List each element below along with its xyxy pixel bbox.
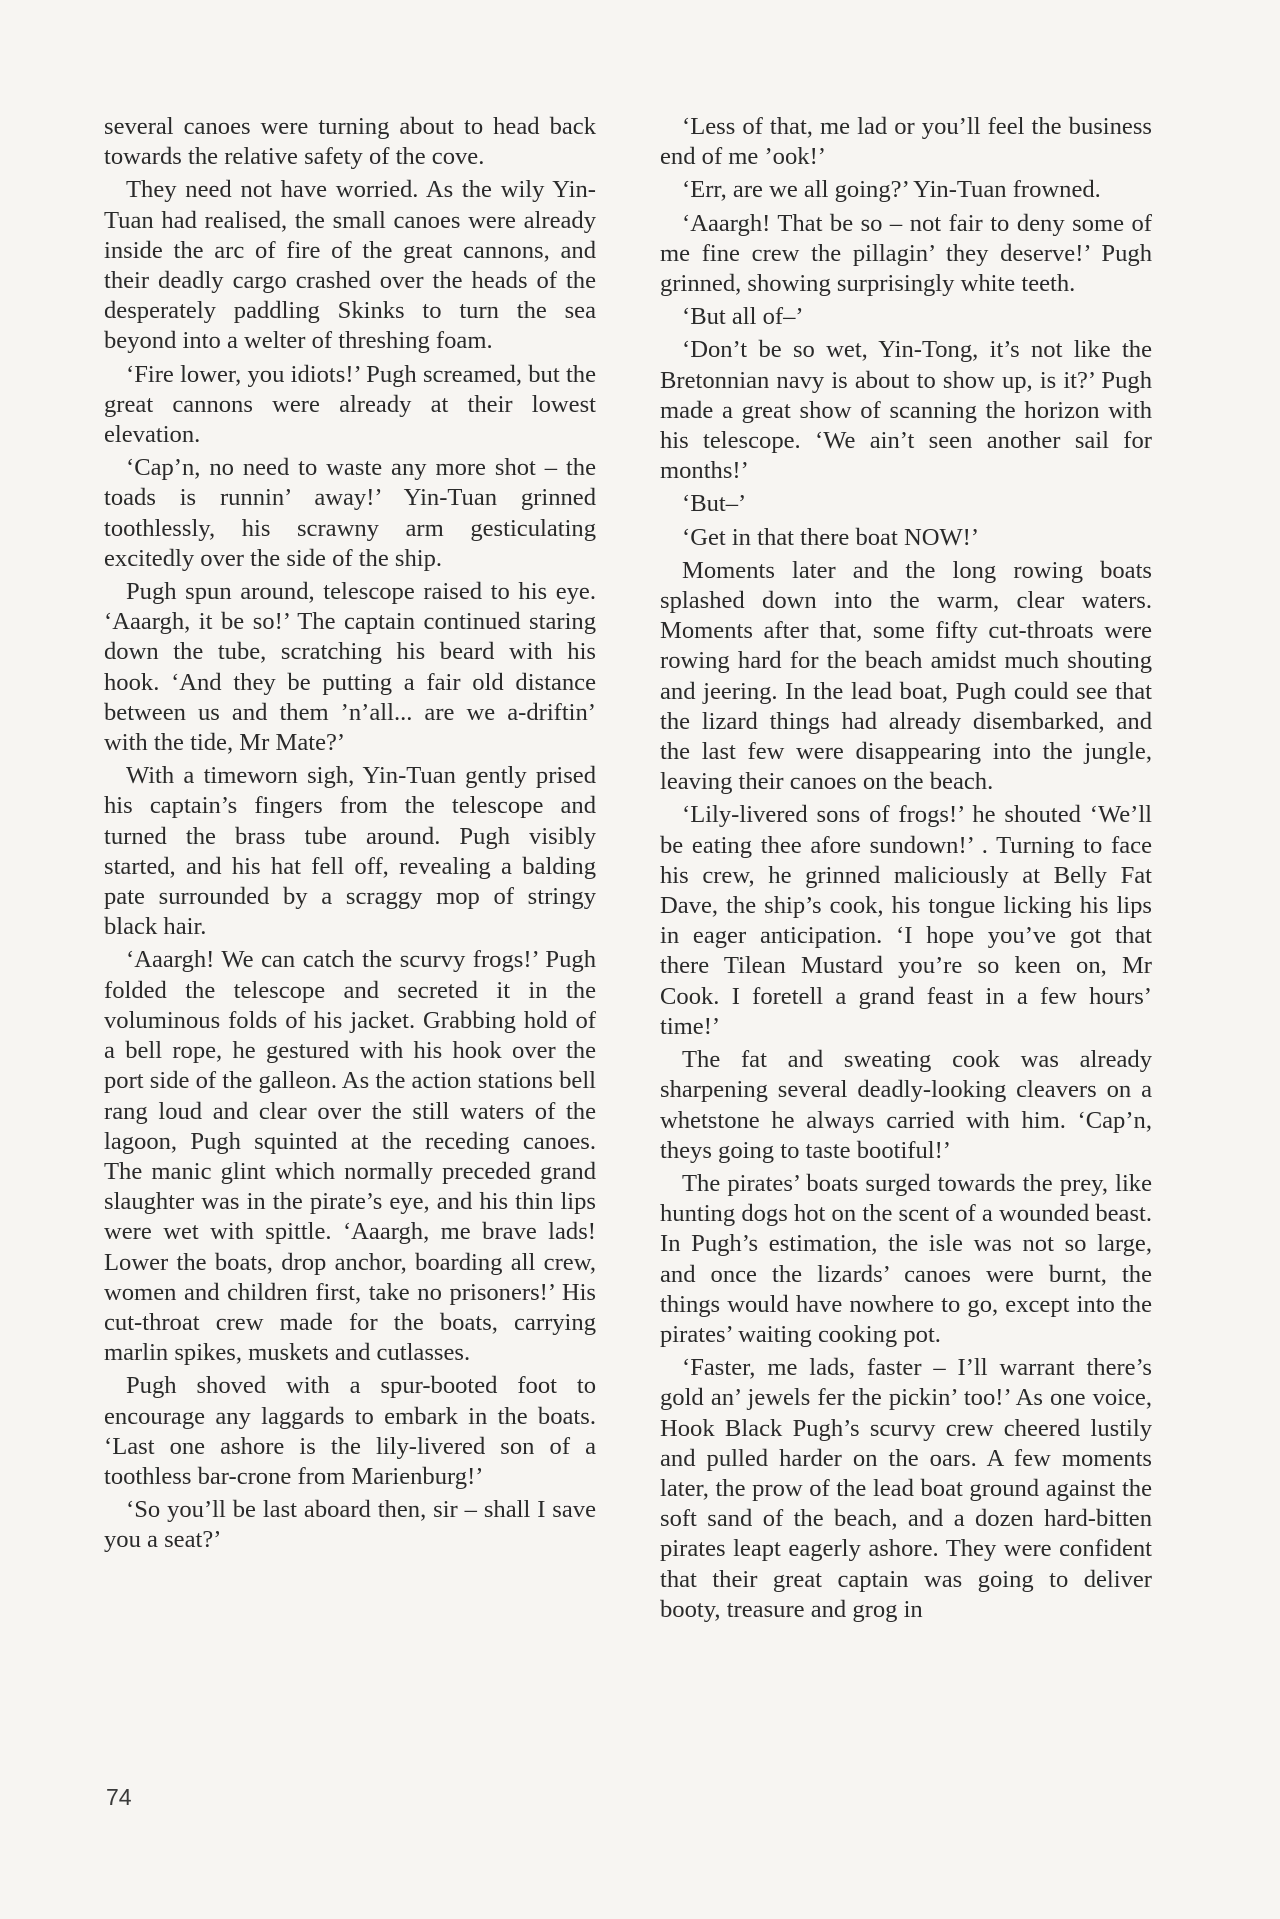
right-column	[660, 112, 1152, 1628]
paragraph: ‘Get in that there boat NOW!’	[682, 523, 980, 551]
paragraph: Pugh shoved with a spur-booted foot to encourage any laggards to embark in the boats. ‘Last one ashore is the lily-livered son of a toothless bar-crone from Marienburg!’	[104, 1372, 596, 1490]
paragraph: ‘Fire lower, you idiots!’ Pugh screamed, but the great cannons were already at their lowest elevation.	[104, 360, 596, 449]
paragraph: several canoes were turning about to head back towards the relative safety of the cove.	[104, 113, 596, 171]
paragraph: With a timeworn sigh, Yin-Tuan gently prised his captain’s fingers from the telescope and turned the brass tube around. Pugh visibly started, and his hat fell off, revealing a balding pate surrounded by a scraggy mop of stringy black hair.	[104, 762, 596, 941]
paragraph: ‘Err, are we all going?’ Yin-Tuan frowned.	[682, 176, 1101, 204]
paragraph: ‘Aaargh! We can catch the scurvy frogs!’ Pugh folded the telescope and secreted it in the voluminous folds of his jacket. Grabbing hold of a bell rope, he gestured with his hook over the port side of the galleon. As the action stations bell rang loud and clear over the still waters of the lagoon, Pugh squinted at the receding canoes. The manic glint which normally preceded grand slaughter was in the pirate’s eye, and his thin lips were wet with spittle. ‘Aaargh, me brave lads! Lower the boats, drop anchor, boarding all crew, women and children first, take no prisoners!’ His cut-throat crew made for the boats, carrying marlin spikes, muskets and cutlasses.	[104, 946, 596, 1367]
paragraph: ‘Aaargh! That be so – not fair to deny some of me fine crew the pillagin’ they deserve!’ Pugh grinned, showing surprisingly white teeth.	[660, 209, 1152, 298]
paragraph: Moments later and the long rowing boats splashed down into the warm, clear waters. Moments after that, some fifty cut-throats were rowing hard for the beach amidst much shouting and jeering. In the lead boat, Pugh could see that the lizard things had already disembarked, and the last few were disappearing into the jungle, leaving their canoes on the beach.	[660, 556, 1152, 796]
paragraph: ‘Faster, me lads, faster – I’ll warrant there’s gold an’ jewels fer the pickin’ too!’ As one voice, Hook Black Pugh’s scurvy crew cheered lustily and pulled harder on the oars. A few moments later, the prow of the lead boat ground against the soft sand of the beach, and a dozen hard-bitten pirates leapt eagerly ashore. They were confident that their great captain was going to deliver booty, treasure and grog in	[660, 1354, 1152, 1623]
paragraph: ‘Cap’n, no need to waste any more shot – the toads is runnin’ away!’ Yin-Tuan grinned toothlessly, his scrawny arm gesticulating excitedly over the side of the ship.	[104, 454, 596, 572]
paragraph: ‘But all of–’	[682, 303, 804, 331]
paragraph: The pirates’ boats surged towards the prey, like hunting dogs hot on the scent of a wounded beast. In Pugh’s estimation, the isle was not so large, and once the lizards’ canoes were burnt, the things would have nowhere to go, except into the pirates’ waiting cooking pot.	[660, 1169, 1152, 1348]
paragraph: ‘So you’ll be last aboard then, sir – shall I save you a seat?’	[104, 1496, 596, 1554]
paragraph: ‘Lily-livered sons of frogs!’ he shouted ‘We’ll be eating thee afore sundown!’ . Turning to face his crew, he grinned maliciously at Belly Fat Dave, the ship’s cook, his tongue licking his lips in eager anticipation. ‘I hope you’ve got that there Tilean Mustard you’re so keen on, Mr Cook. I foretell a grand feast in a few hours’ time!’	[660, 801, 1152, 1040]
page-number: 74	[106, 1784, 132, 1810]
paragraph: ‘Don’t be so wet, Yin-Tong, it’s not like the Bretonnian navy is about to show up, is it?’ Pugh made a great show of scanning the horizon with his telescope. ‘We ain’t seen another sail for months!’	[660, 336, 1152, 485]
paragraph: They need not have worried. As the wily Yin-Tuan had realised, the small canoes were already inside the arc of fire of the great cannons, and their deadly cargo crashed over the heads of the desperately paddling Skinks to turn the sea beyond into a welter of threshing foam.	[104, 176, 596, 355]
paragraph: ‘Less of that, me lad or you’ll feel the business end of me ’ook!’	[660, 113, 1152, 171]
paragraph: ‘But–’	[682, 490, 747, 518]
left-column	[104, 112, 596, 1559]
paragraph: Pugh spun around, telescope raised to his eye. ‘Aaargh, it be so!’ The captain continued staring down the tube, scratching his beard with his hook. ‘And they be putting a fair old distance between us and them ’n’all... are we a-driftin’ with the tide, Mr Mate?’	[104, 578, 596, 757]
paragraph: The fat and sweating cook was already sharpening several deadly-looking cleavers on a whetstone he always carried with him. ‘Cap’n, theys going to taste bootiful!’	[660, 1046, 1152, 1164]
